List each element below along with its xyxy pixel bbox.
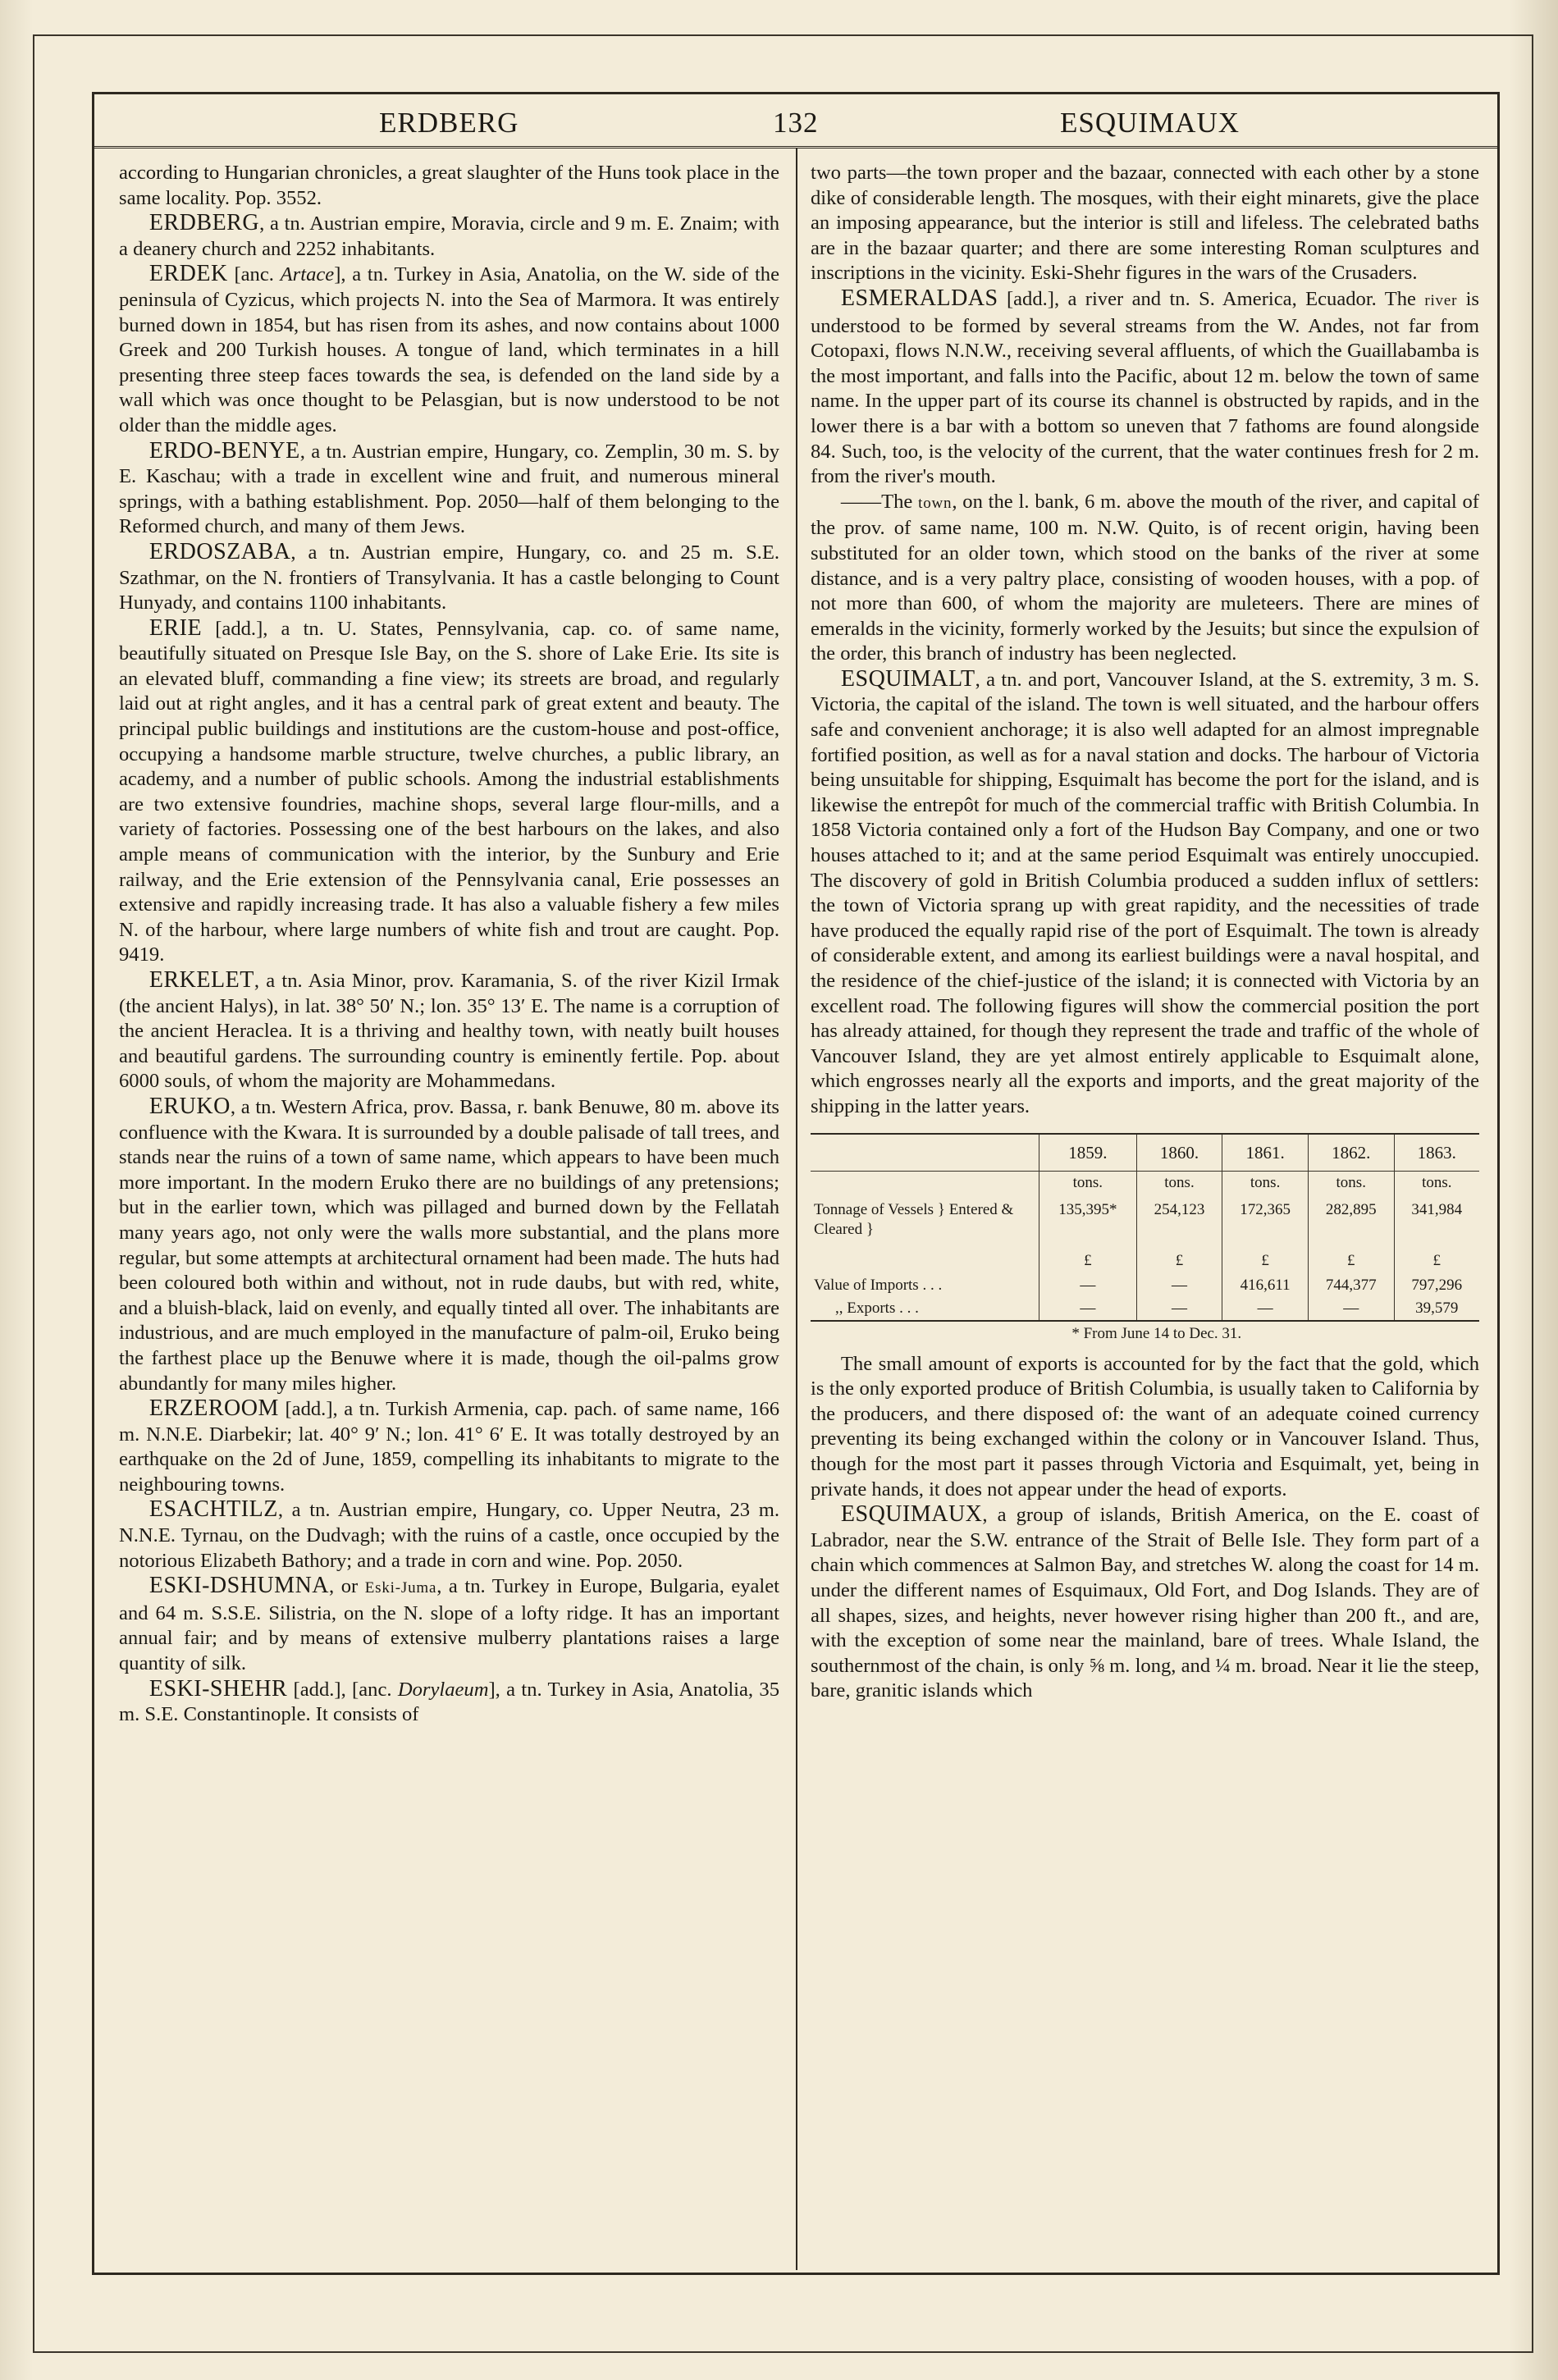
table-cell: — (1308, 1297, 1394, 1321)
table-cell-label: Tonnage of Vessels } Entered & Cleared } (814, 1201, 1014, 1239)
header-right-guideword: ESQUIMAUX (1060, 107, 1240, 139)
headword: ERUKO (148, 1093, 231, 1119)
table-cell: — (1039, 1274, 1137, 1297)
entry-esmeraldas-town (811, 490, 1479, 667)
header-left-guideword: ERDBERG (379, 107, 519, 139)
table-cell-label (811, 1171, 1039, 1199)
table-cell-label: ,, Exports . . . (835, 1300, 919, 1318)
table-footnote: * From June 14 to Dec. 31. (1071, 1325, 1242, 1343)
headword: ESACHTILZ (148, 1496, 278, 1523)
entry-esquimalt (811, 667, 1479, 1120)
entry-esachtilz (119, 1497, 779, 1574)
entry-smallcaps: town (918, 494, 953, 512)
entry-text: , a tn. Austrian empire, Moravia, circle and 9 m. E. Znaim; with a deanery church and 2252 inhabitants. (119, 212, 779, 260)
entry-text: , a group of islands, British America, on the E. coast of Labrador, near the S.W. entrance of the Strait of Belle Isle. They form part of a chain which commences at Salmon Bay, and stretches W. along the coast for 14 m. under the different names of Esquimaux, Old Fort, and Dog Islands. They are of all shapes, sizes, and heights, never however rising higher than 200 ft., and are, with the exception of some near the mainland, bare of trees. Whale Island, the southernmost of the chain, is only ⅝ m. long, and ¼ m. broad. Near it lie the steep, bare, granitic islands which (811, 1504, 1479, 1702)
table-cell: 135,395* (1039, 1199, 1137, 1241)
headword: ERDBERG (148, 210, 260, 236)
table-header-year: 1861. (1222, 1134, 1309, 1172)
headword: ESQUIMAUX (840, 1501, 983, 1528)
entry-continuation: according to Hungarian chronicles, a great slaughter of the Huns took place in the same locality. Pop. 3552. (119, 162, 779, 209)
table-cell: tons. (1308, 1171, 1394, 1199)
entry-erdek (119, 262, 779, 438)
entry-text: , a tn. Asia Minor, prov. Karamania, S. of the river Kizil Irmak (the ancient Halys), in lat. 38° 50′ N.; lon. 35° 13′ E. The name is a corruption of the ancient Heraclea. It is a thriving and healthy town, with neatly built houses and beautiful gardens. The surrounding country is eminently fertile. Pop. about 6000 souls, of whom the majority are Mohammedans. (119, 970, 779, 1093)
entry-text: [add.], a river and tn. S. America, Ecuador. The (998, 287, 1425, 310)
entry-italic: Dorylaeum (397, 1678, 489, 1701)
table-header-blank (811, 1134, 1039, 1172)
table-cell: — (1222, 1297, 1309, 1321)
table-cell: £ (1222, 1241, 1309, 1274)
entry-text: , a tn. and port, Vancouver Island, at the S. extremity, 3 m. S. Victoria, the capital of the island. The town is well situated, and the harbour offers safe and convenient anchorage; it is also well adapted for an almost impregnable fortified position, as well as for a naval station and docks. The harbour of Victoria being unsuitable for shipping, Esquimalt has become the port for the island, and is likewise the entrepôt for much of the commercial traffic with British Columbia. In 1858 Victoria contained only a fort of the Hudson Bay Company, and one or two houses attached to it; and at the same period Esquimalt was entirely unoccupied. The discovery of gold in British Columbia produced a sudden influx of settlers: the town of Victoria sprang up with great rapidity, and the necessities of trade have produced the equally rapid rise of the port of Esquimalt. The town is already of considerable extent, and among its earliest buildings were a naval hospital, and the residence of the chief-justice of the island; it is connected with Victoria by an excellent road. The following figures will show the commercial position the port has already attained, for though they represent the trade and traffic of the whole of Vancouver Island, they are yet almost entirely applicable to Esquimalt alone, which engrosses nearly all the exports and imports, and the great majority of the shipping in the latter years. (811, 668, 1479, 1117)
headword: ERDOSZABA (148, 538, 291, 564)
entry-smallcaps: Eski-Juma (364, 1579, 437, 1597)
entry-text: ], a tn. Turkey in Asia, Anatolia, on the W. side of the peninsula of Cyzicus, which projects N. into the Sea of Marmora. It was entirely burned down in 1854, but has risen from its ashes, and now contains about 1000 Greek and 200 Turkish houses. A tongue of land, which terminates in a hill presenting three steep faces towards the sea, is defended on the land side by a wall which was once thought to be Pelasgian, but is now understood to be not older than the middle ages. (119, 263, 780, 436)
entry-text: , or (329, 1575, 365, 1598)
entry-esmeraldas (811, 286, 1479, 490)
table-header-year: 1860. (1136, 1134, 1222, 1172)
headword: ERKELET (148, 967, 254, 993)
right-column (811, 161, 1479, 1704)
trade-table-wrapper (811, 1133, 1479, 1347)
table-cell-label (811, 1241, 1039, 1274)
table-cell: 416,611 (1222, 1274, 1309, 1297)
table-row (811, 1297, 1479, 1321)
entry-erzeroom (119, 1396, 779, 1497)
table-cell: £ (1039, 1241, 1137, 1274)
table-header-row (811, 1134, 1479, 1172)
entry-erkelet (119, 968, 779, 1094)
entry-text: , a tn. Austrian empire, Hungary, co. and 25 m. S.E. Szathmar, on the N. frontiers of Transylvania. It has a castle belonging to Count Hunyady, and contains 1100 inhabitants. (119, 541, 779, 614)
table-header-year: 1863. (1394, 1134, 1479, 1172)
entry-text: , a tn. Austrian empire, Hungary, co. Zemplin, 30 m. S. by E. Kaschau; with a trade in excellent wine and fruit, and numerous mineral springs, with a bathing establishment. Pop. 2050—half of them belonging to the Reformed church, and many of them Jews. (119, 440, 779, 538)
trade-table (811, 1133, 1479, 1322)
entry-text: [add.], [anc. (287, 1678, 398, 1701)
entry-text: [add.], a tn. Turkish Armenia, cap. pach. of same name, 166 m. N.N.E. Diarbekir; lat. 40° 9′ N.; lon. 41° 6′ E. It was totally destroyed by an earthquake on the 2d of June, 1859, compelling its inhabitants to migrate to the neighbouring towns. (119, 1398, 779, 1496)
entry-erie (119, 616, 779, 968)
table-cell: £ (1394, 1241, 1479, 1274)
entry-erdoszaba (119, 540, 779, 616)
table-cell: £ (1308, 1241, 1394, 1274)
running-header (92, 97, 1500, 144)
entry-eski-shehr (119, 1677, 779, 1728)
table-cell: tons. (1136, 1171, 1222, 1199)
table-cell: — (1136, 1274, 1222, 1297)
left-column (119, 161, 779, 1728)
table-row (811, 1171, 1479, 1199)
page-number: 132 (773, 107, 819, 139)
table-cell: — (1039, 1297, 1137, 1321)
table-header-year: 1862. (1308, 1134, 1394, 1172)
entry-esquimaux (811, 1502, 1479, 1704)
entry-continuation: two parts—the town proper and the bazaar, connected with each other by a stone dike of considerable length. The mosques, with their eight minarets, give the place an imposing appearance, but the interior is still and lifeless. The celebrated baths are in the bazaar quarter; and there are some interesting Roman sculptures and inscriptions in the vicinity. Eski-Shehr figures in the wars of the Crusaders. (811, 162, 1479, 285)
table-cell: 39,579 (1394, 1297, 1479, 1321)
entry-eski-dshumna (119, 1574, 779, 1676)
table-cell-label: Value of Imports . . . (814, 1277, 943, 1295)
table-cell: 254,123 (1136, 1199, 1222, 1241)
entry-dash: ——The (840, 490, 919, 513)
entry-exports-note: The small amount of exports is accounted for by the fact that the gold, which is the only exported produce of British Columbia, is usually taken to California by the producers, and there disposed of: the want of an adequate coined currency preventing its being exchanged within the colony or in Vancouver Island. Thus, though for the most part it passes through Victoria and Esquimalt, yet, being in private hands, it does not appear under the head of exports. (811, 1352, 1479, 1501)
entry-erdberg (119, 211, 779, 262)
table-cell: tons. (1039, 1171, 1137, 1199)
table-cell: £ (1136, 1241, 1222, 1274)
table-cell: 172,365 (1222, 1199, 1309, 1241)
entry-text: ], a tn. Turkey in Asia, Anatolia, 35 m. S.E. Constantinople. It consists of (119, 1678, 779, 1726)
table-cell: 282,895 (1308, 1199, 1394, 1241)
entry-text: [anc. (227, 263, 281, 286)
headword: ERDO-BENYE (148, 437, 300, 464)
headword: ESMERALDAS (840, 285, 998, 311)
table-cell: 744,377 (1308, 1274, 1394, 1297)
entry-text: is understood to be formed by several streams from the W. Andes, not far from Cotopaxi, flows N.N.W., receiving several affluents, of which the Guaillabamba is the most important, and falls into the Pacific, about 12 m. below the town of same name. In the upper part of its course its channel is obstructed by rapids, and in the lower there is a bar with a bottom so uneven that 7 fathoms are found alongside 84. Such, too, is the velocity of the current, that the water continues fresh for 2 m. from the river's mouth. (811, 287, 1479, 488)
table-header-year: 1859. (1039, 1134, 1137, 1172)
entry-italic: Artace (280, 263, 335, 286)
entry-text: , a tn. Western Africa, prov. Bassa, r. bank Benuwe, 80 m. above its confluence with the Kwara. It is surrounded by a double palisade of tall trees, and stands near the ruins of a town of same name, which appears to have been much more important. In the modern Eruko there are no buildings of any pretensions; but in the earlier town, which was pillaged and burned down by the Fellatah many years ago, not only were the walls more substantial, and the plans more regular, but some attempts at architectural ornament had been made. The huts had been coloured both within and without, not in rude daubs, but with red, white, and a bluish-black, laid on evenly, and equally tinted all over. The inhabitants are industrious, and are much employed in the manufacture of palm-oil, Eruko being the farthest place up the Benuwe where it is made, though the oil-palms grow abundantly for many miles higher. (119, 1095, 779, 1395)
table-row (811, 1199, 1479, 1241)
headword: ESKI-SHEHR (148, 1675, 288, 1702)
table-cell: tons. (1394, 1171, 1479, 1199)
entry-erdo-benye (119, 439, 779, 540)
headword: ESQUIMALT (840, 665, 975, 692)
headword: ERIE (148, 614, 203, 641)
table-cell: 797,296 (1394, 1274, 1479, 1297)
headword: ERZEROOM (148, 1396, 279, 1422)
table-cell: tons. (1222, 1171, 1309, 1199)
headword: ERDEK (148, 261, 228, 287)
table-cell: 341,984 (1394, 1199, 1479, 1241)
entry-smallcaps: river (1424, 291, 1458, 309)
entry-eruko (119, 1094, 779, 1396)
table-cell: — (1136, 1297, 1222, 1321)
table-row (811, 1274, 1479, 1297)
headword: ESKI-DSHUMNA (148, 1573, 330, 1599)
table-row (811, 1241, 1479, 1274)
entry-text: , a tn. Austrian empire, Hungary, co. Upper Neutra, 23 m. N.N.E. Tyrnau, on the Dudvagh; with the ruins of a castle, once occupied by the notorious Elizabeth Bathory; and a trade in corn and wine. Pop. 2050. (119, 1499, 779, 1572)
entry-text: , on the l. bank, 6 m. above the mouth of the river, and capital of the prov. of same name, 100 m. N.W. Quito, is of recent origin, having been substituted for an older town, which stood on the banks of the river at some distance, and is a very paltry place, consisting of wooden houses, with a pop. of not more than 600, of whom the majority are muleteers. There are mines of emeralds in the vicinity, formerly worked by the Jesuits; but since the expulsion of the order, this branch of industry has been neglected. (811, 490, 1479, 665)
column-divider (796, 148, 797, 2270)
entry-text: [add.], a tn. U. States, Pennsylvania, cap. co. of same name, beautifully situated on Presque Isle Bay, on the S. shore of Lake Erie. Its site is an elevated bluff, commanding a fine view; its streets are broad, and regularly laid out at right angles, and it has a central park of great extent and beauty. The principal public buildings and institutions are the custom-house and post-office, occupying a handsome marble structure, twelve churches, a public library, an academy, and a number of public schools. Among the industrial establishments are two extensive foundries, machine shops, several large flour-mills, and a variety of factories. Possessing one of the best harbours on the lakes, and also ample means of communication with the interior, by the Sunbury and Erie railway, and the Erie extension of the Pennsylvania canal, Erie possesses an extensive and rapidly increasing trade. It has also a valuable fishery a few miles N. of the harbour, where large numbers of white fish and trout are caught. Pop. 9419. (119, 617, 779, 966)
entry-text: , a tn. Turkey in Europe, Bulgaria, eyalet and 64 m. S.S.E. Silistria, on the N. slope of a lofty ridge. It has an important annual fair; and by means of extensive mulberry plantations raises a large quantity of silk. (119, 1575, 780, 1675)
